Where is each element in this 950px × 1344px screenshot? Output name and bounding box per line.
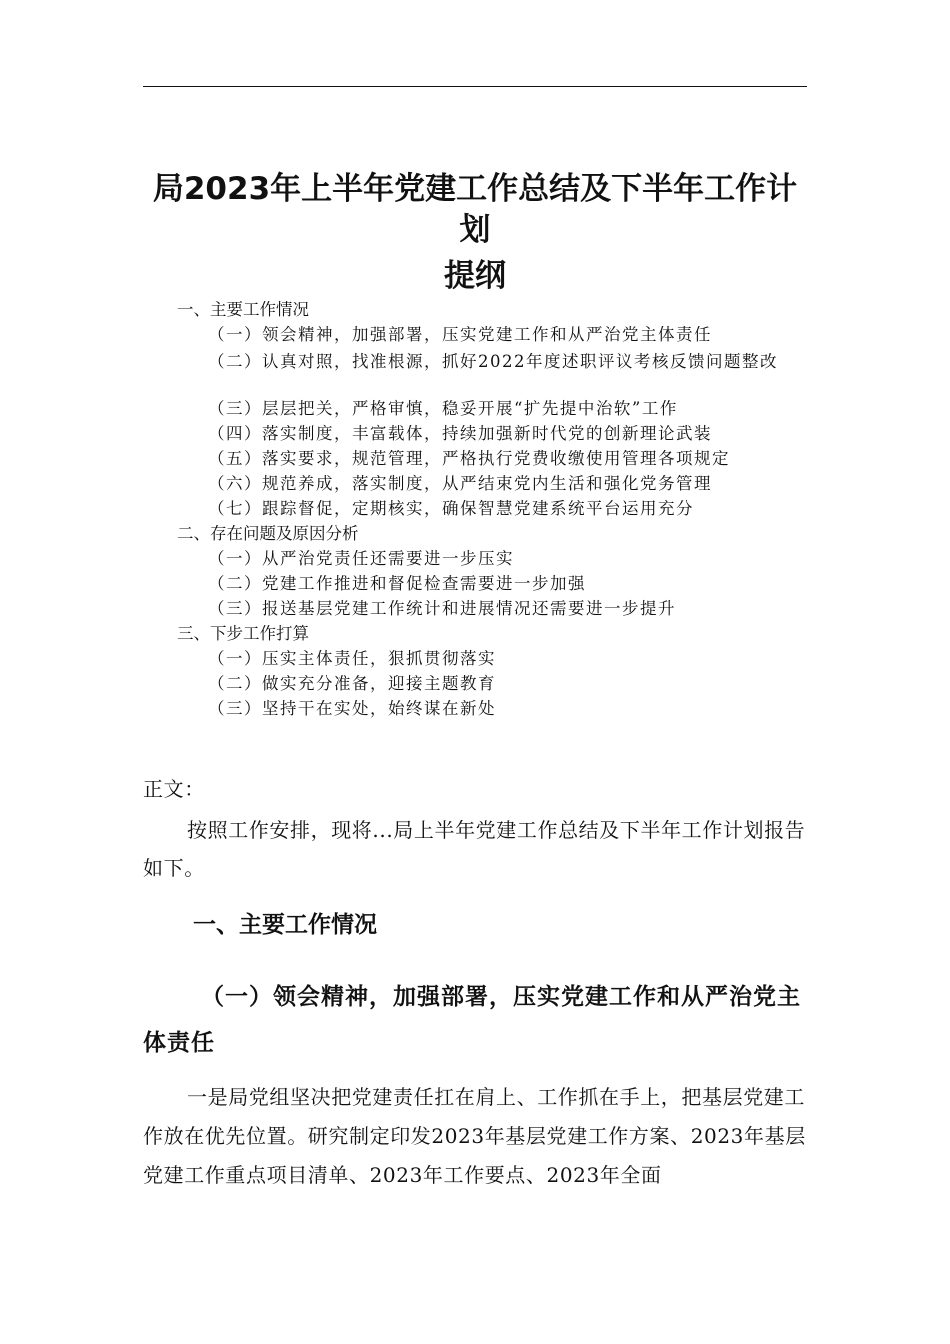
outline-item: （三）坚持干在实处，始终谋在新处 <box>208 699 496 718</box>
outline-item: 三、下步工作打算 <box>177 624 309 643</box>
outline-item: （二）做实充分准备，迎接主题教育 <box>208 674 496 693</box>
header-rule <box>143 86 807 87</box>
outline-item: （一）领会精神，加强部署，压实党建工作和从严治党主体责任 <box>208 325 712 344</box>
outline-item: （四）落实制度，丰富载体，持续加强新时代党的创新理论武装 <box>208 424 712 443</box>
document-title-line2: 划 <box>459 212 491 248</box>
outline-item: （一）从严治党责任还需要进一步压实 <box>208 549 514 568</box>
outline-item: （七）跟踪督促，定期核实，确保智慧党建系统平台运用充分 <box>208 499 694 518</box>
document-title-line1: 局2023年上半年党建工作总结及下半年工作计 <box>152 171 798 207</box>
outline-item: （三）报送基层党建工作统计和进展情况还需要进一步提升 <box>208 599 676 618</box>
outline-item: （五）落实要求，规范管理，严格执行党费收缴使用管理各项规定 <box>208 449 730 468</box>
outline-item: （六）规范养成，落实制度，从严结束党内生活和强化党务管理 <box>208 474 712 493</box>
intro-paragraph: 按照工作安排，现将...局上半年党建工作总结及下半年工作计划报告如下。 <box>143 818 806 880</box>
body-paragraph: 一是局党组坚决把党建责任扛在肩上、工作抓在手上，把基层党建工作放在优先位置。研究制定印发2023年基层党建工作方案、2023年基层党建工作重点项目清单、2023年工作要点、2023年全面 <box>143 1085 806 1187</box>
subsection-heading: （一）领会精神，加强部署，压实党建工作和从严治党主体责任 <box>143 983 801 1056</box>
outline-item: （二）党建工作推进和督促检查需要进一步加强 <box>208 574 586 593</box>
outline-item-text: （二）认真对照，找准根源，抓好2022年度述职评议考核反馈问题整改 <box>208 352 778 371</box>
outline-item: 一、主要工作情况 <box>177 300 309 319</box>
body-label: 正文： <box>143 777 205 801</box>
outline-item: 二、存在问题及原因分析 <box>177 524 359 543</box>
outline-item <box>208 349 806 374</box>
section-heading: 一、主要工作情况 <box>193 912 377 938</box>
outline-item: （三）层层把关，严格审慎，稳妥开展“扩先提中治软”工作 <box>208 399 678 418</box>
document-subtitle: 提纲 <box>444 258 506 294</box>
outline-item: （一）压实主体责任，狠抓贯彻落实 <box>208 649 496 668</box>
